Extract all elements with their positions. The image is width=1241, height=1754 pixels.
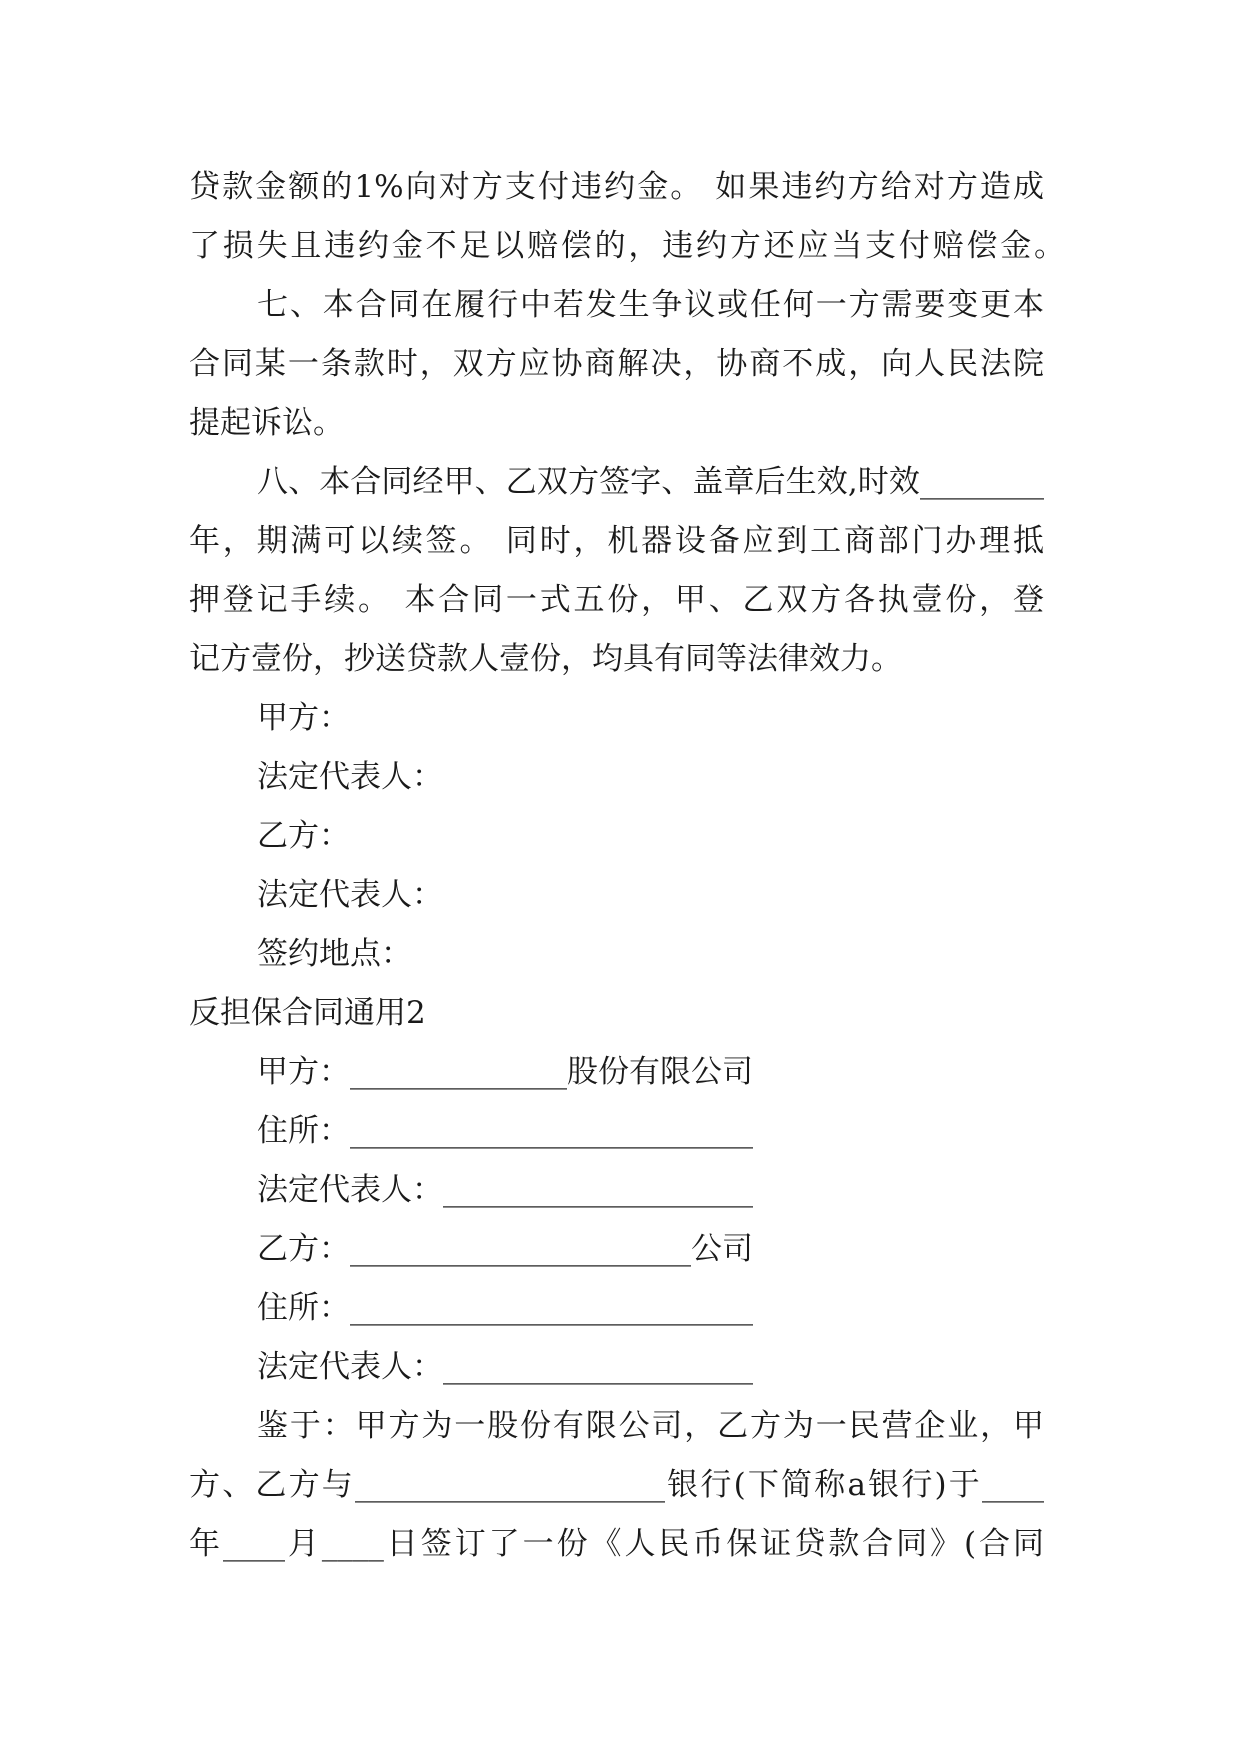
- clause-7-line: 合同某一条款时，双方应协商解决，协商不成，向人民法院: [189, 346, 1044, 382]
- signature-party-a: 甲方：: [257, 700, 350, 736]
- recital-line: 年____月____日签订了一份《人民币保证贷款合同》(合同: [189, 1526, 1044, 1562]
- signing-location: 签约地点：: [257, 936, 412, 972]
- paragraph-line: 了损失且违约金不足以赔偿的，违约方还应当支付赔偿金。: [189, 228, 1065, 264]
- clause-8-line: 八、本合同经甲、乙双方签字、盖章后生效,时效________: [257, 464, 1044, 500]
- party-a-address: 住所：__________________________: [257, 1113, 753, 1149]
- party-b-representative: 法定代表人：____________________: [257, 1349, 753, 1385]
- clause-8-line: 记方壹份，抄送贷款人壹份，均具有同等法律效力。: [189, 641, 902, 677]
- recital-line: 方、乙方与____________________银行(下简称a银行)于____: [189, 1467, 1044, 1503]
- clause-7-line: 七、本合同在履行中若发生争议或任何一方需要变更本: [257, 287, 1044, 323]
- party-b-name: 乙方：______________________公司: [257, 1231, 753, 1267]
- paragraph-line: 贷款金额的1%向对方支付违约金。 如果违约方给对方造成: [189, 169, 1044, 205]
- party-b-address: 住所：__________________________: [257, 1290, 753, 1326]
- signature-rep-b: 法定代表人：: [257, 877, 443, 913]
- recital-line: 鉴于：甲方为一股份有限公司，乙方为一民营企业，甲: [257, 1408, 1044, 1444]
- clause-8-line: 年，期满可以续签。 同时，机器设备应到工商部门办理抵: [189, 523, 1044, 559]
- party-a-name: 甲方：______________股份有限公司: [257, 1054, 753, 1090]
- party-a-representative: 法定代表人：____________________: [257, 1172, 753, 1208]
- signature-party-b: 乙方：: [257, 818, 350, 854]
- clause-8-line: 押登记手续。 本合同一式五份，甲、乙双方各执壹份，登: [189, 582, 1044, 618]
- section-title: 反担保合同通用2: [189, 995, 426, 1031]
- clause-7-line: 提起诉讼。: [189, 405, 344, 441]
- signature-rep-a: 法定代表人：: [257, 759, 443, 795]
